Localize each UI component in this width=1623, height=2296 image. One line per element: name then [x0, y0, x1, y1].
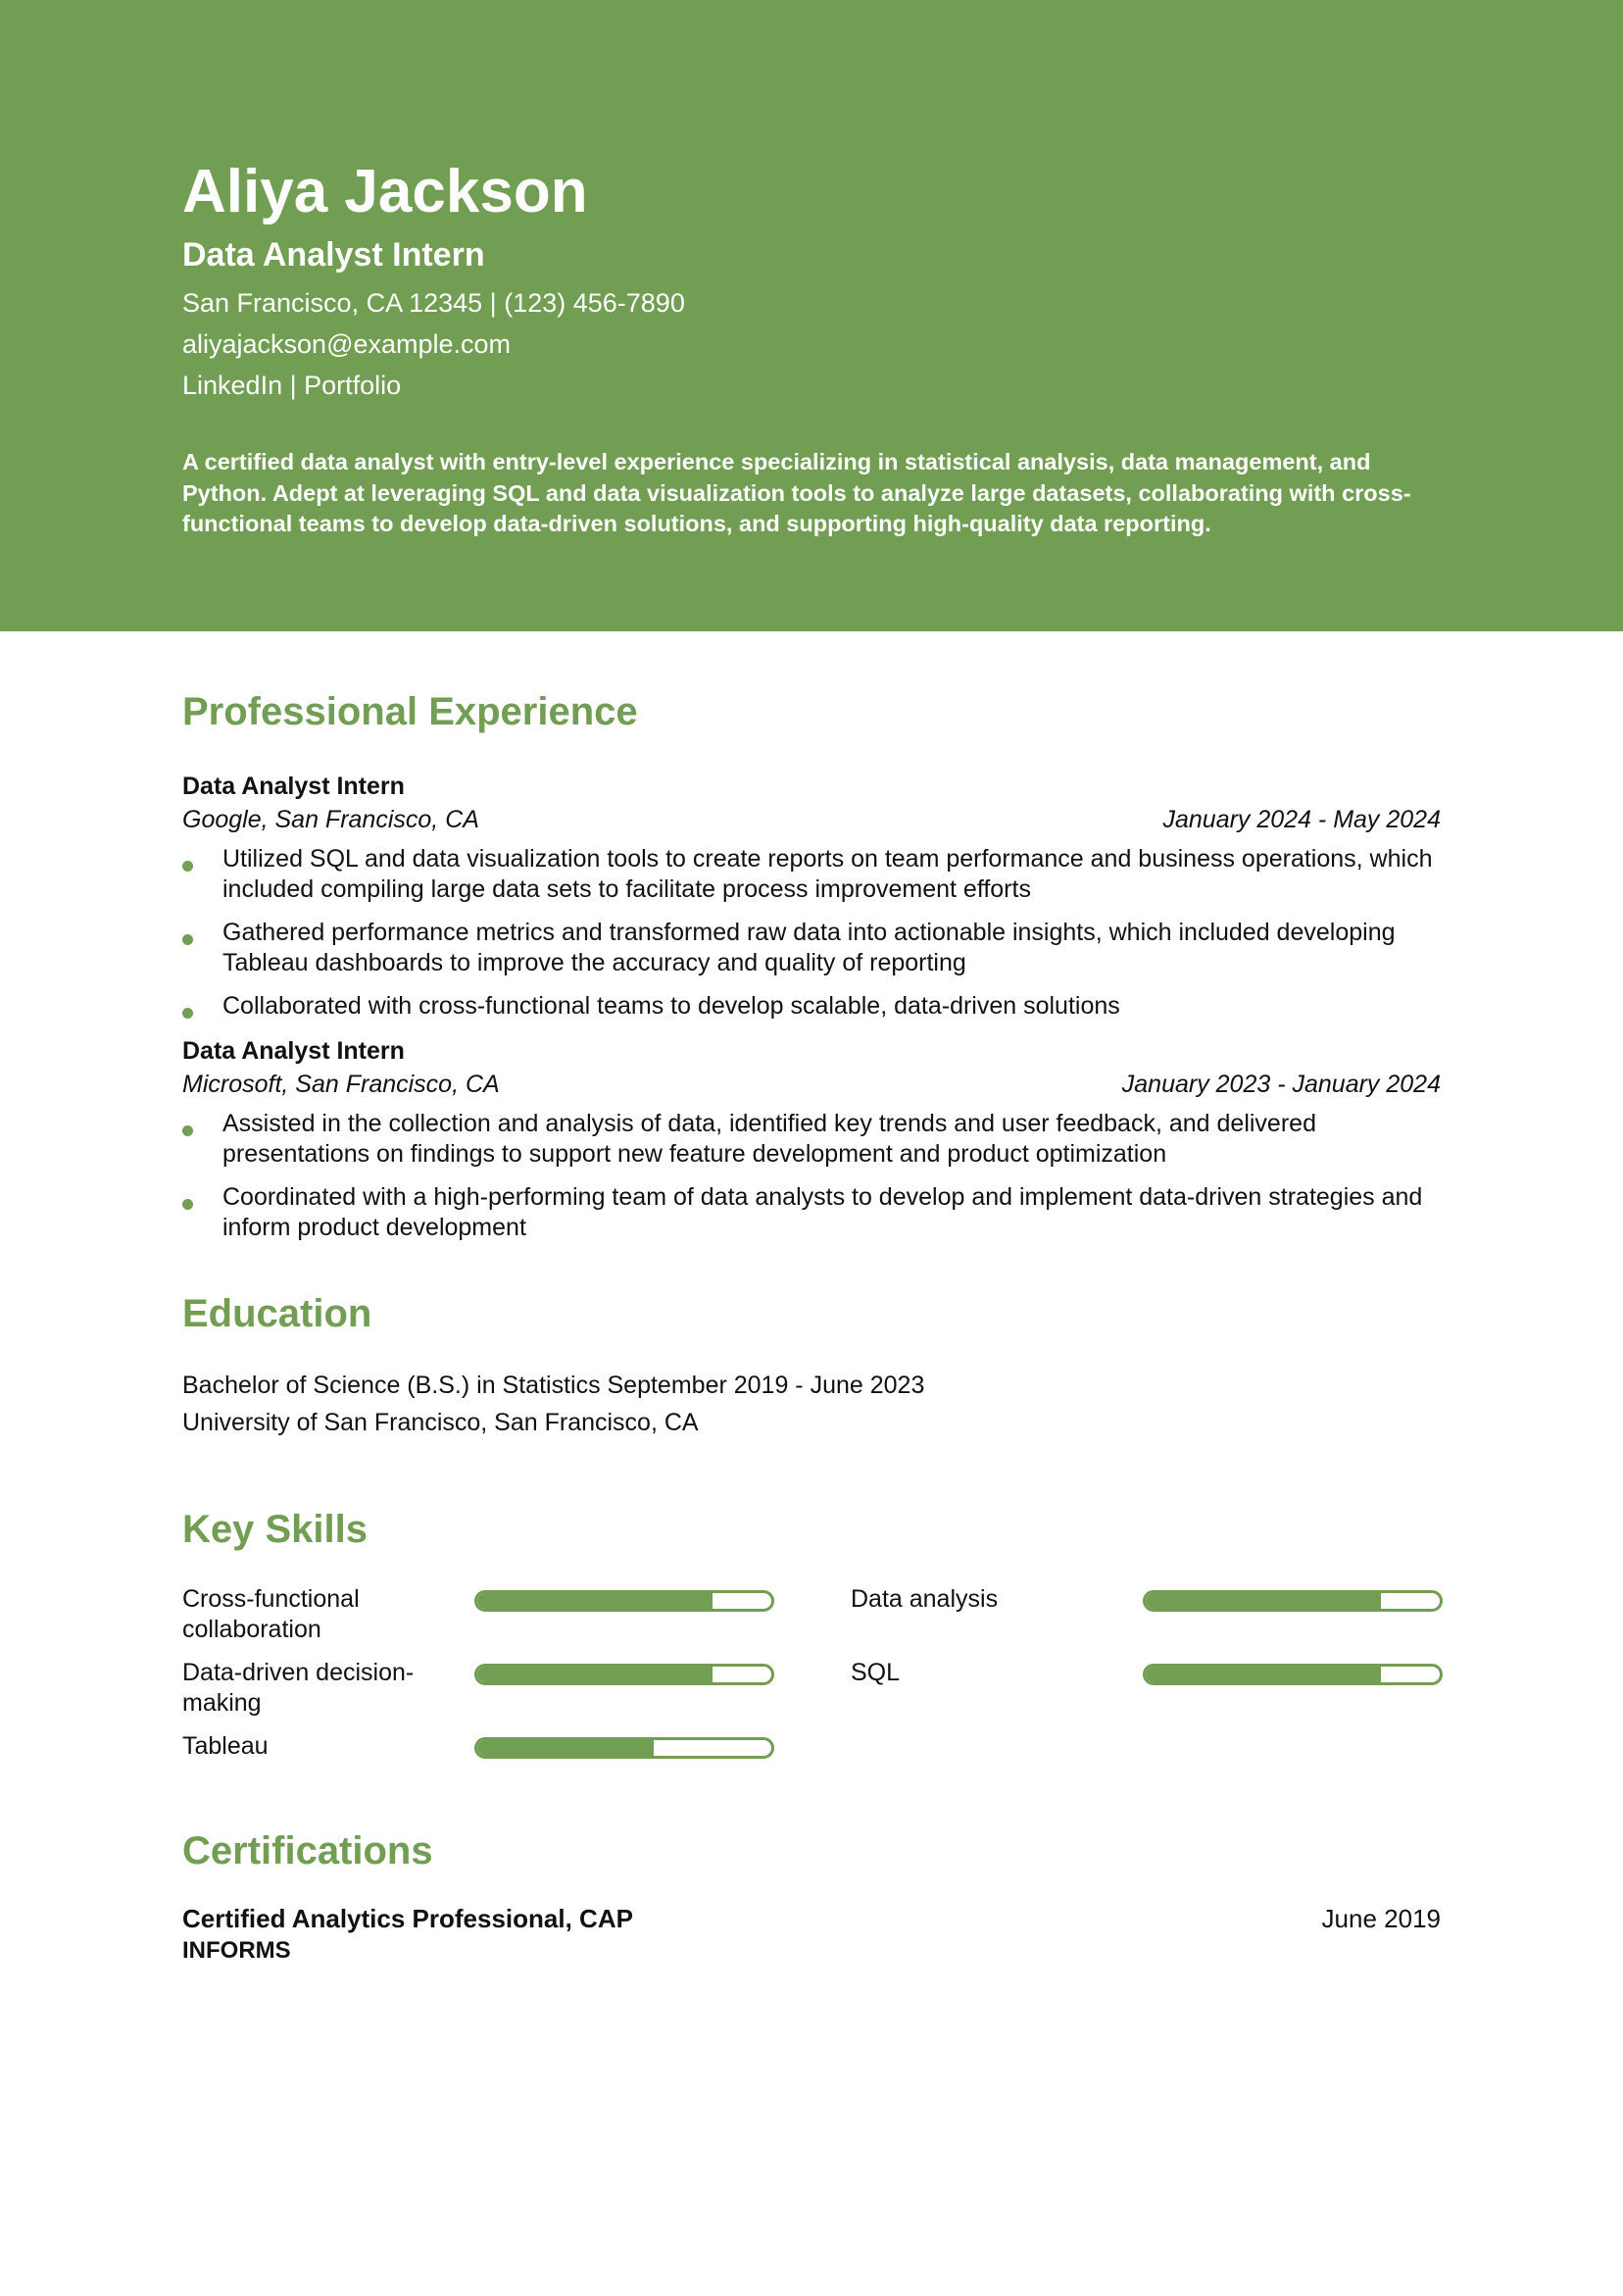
- skill-level-fill: [477, 1593, 713, 1609]
- skill-level-fill: [477, 1667, 713, 1682]
- education-section: [182, 1284, 1441, 1441]
- skills-grid: [182, 1584, 1441, 1800]
- skill-name: Data analysis: [851, 1585, 999, 1613]
- job-bullets: [182, 844, 1441, 1022]
- skill-level-bar: [474, 1737, 774, 1759]
- certifications-section: [182, 1822, 1441, 1967]
- job-dates: January 2024 - May 2024: [1162, 806, 1441, 833]
- skill-level-bar: [1143, 1590, 1443, 1612]
- candidate-name: Aliya Jackson: [182, 158, 588, 225]
- certification-date: June 2019: [1321, 1904, 1441, 1933]
- certification-name: Certified Analytics Professional, CAP: [182, 1904, 633, 1933]
- experience-section: [182, 682, 1441, 1243]
- job-entry: [182, 1034, 1441, 1243]
- job-meta: [182, 1068, 1441, 1101]
- skill-name: SQL: [851, 1659, 901, 1686]
- skill-level-fill: [1146, 1593, 1381, 1609]
- bullet-dot-icon: [182, 1199, 193, 1210]
- section-title-education: Education: [182, 1292, 372, 1335]
- job-title: Data Analyst Intern: [182, 1037, 405, 1065]
- education-entry: [182, 1367, 1441, 1441]
- skill-level-fill: [477, 1740, 654, 1756]
- job-bullet: Gathered performance metrics and transformed raw data into actionable insights, which included developing Tableau dashboards to improve the accuracy and quality of reporting: [182, 918, 1441, 978]
- header-content: [182, 157, 1447, 540]
- certification-row: [182, 1902, 1441, 1935]
- contact-block: [182, 282, 1447, 406]
- certification-org: INFORMS: [182, 1937, 291, 1964]
- candidate-title: Data Analyst Intern: [182, 236, 485, 274]
- job-bullet: Collaborated with cross-functional teams to develop scalable, data-driven solutions: [182, 991, 1441, 1022]
- job-bullet: Assisted in the collection and analysis of data, identified key trends and user feedback, and delivered presentations on findings to support new feature development and product optimization: [182, 1109, 1441, 1170]
- section-title-skills: Key Skills: [182, 1508, 369, 1551]
- skills-section: [182, 1500, 1441, 1800]
- skill-level-fill: [1146, 1667, 1381, 1682]
- bullet-dot-icon: [182, 861, 193, 872]
- job-title: Data Analyst Intern: [182, 773, 405, 800]
- address-phone: San Francisco, CA 12345 | (123) 456-7890: [182, 288, 685, 318]
- job-company: Microsoft, San Francisco, CA: [182, 1071, 500, 1098]
- skill-name: Data-driven decision-making: [182, 1659, 415, 1717]
- bullet-dot-icon: [182, 1125, 193, 1136]
- professional-summary: A certified data analyst with entry-level experience specializing in statistical analysis, data management, and Python. Adept at leveraging SQL and data visualization tools to analyze large datasets, collaborating with cross-functional teams to develop data-driven solutions, and supporting high-quality data reporting.: [182, 449, 1411, 536]
- skill-level-bar: [474, 1664, 774, 1685]
- job-entry: [182, 770, 1441, 1022]
- job-company: Google, San Francisco, CA: [182, 806, 479, 833]
- skill-item: [851, 1584, 1478, 1653]
- skill-item: [182, 1731, 810, 1800]
- bullet-dot-icon: [182, 1008, 193, 1019]
- section-title-certifications: Certifications: [182, 1829, 433, 1872]
- skill-item: [182, 1658, 810, 1726]
- resume-body: [182, 682, 1441, 1967]
- school: University of San Francisco, San Francisco, CA: [182, 1409, 699, 1436]
- skill-name: Tableau: [182, 1732, 269, 1760]
- job-bullet: Coordinated with a high-performing team of data analysts to develop and implement data-driven strategies and inform product development: [182, 1182, 1441, 1243]
- resume-header: [0, 0, 1623, 631]
- job-bullets: [182, 1109, 1441, 1243]
- bullet-dot-icon: [182, 934, 193, 945]
- skill-name: Cross-functional collaboration: [182, 1585, 360, 1643]
- profile-links: LinkedIn | Portfolio: [182, 371, 402, 400]
- skill-level-bar: [1143, 1664, 1443, 1685]
- degree: Bachelor of Science (B.S.) in Statistics September 2019 - June 2023: [182, 1372, 925, 1399]
- job-bullet: Utilized SQL and data visualization tools to create reports on team performance and business operations, which included compiling large data sets to facilitate process improvement efforts: [182, 844, 1441, 905]
- section-title-experience: Professional Experience: [182, 690, 638, 733]
- job-meta: [182, 803, 1441, 836]
- email: aliyajackson@example.com: [182, 329, 512, 359]
- skill-item: [851, 1658, 1478, 1726]
- skill-level-bar: [474, 1590, 774, 1612]
- skill-item: [182, 1584, 810, 1653]
- certification-entry: [182, 1902, 1441, 1967]
- job-dates: January 2023 - January 2024: [1121, 1071, 1441, 1098]
